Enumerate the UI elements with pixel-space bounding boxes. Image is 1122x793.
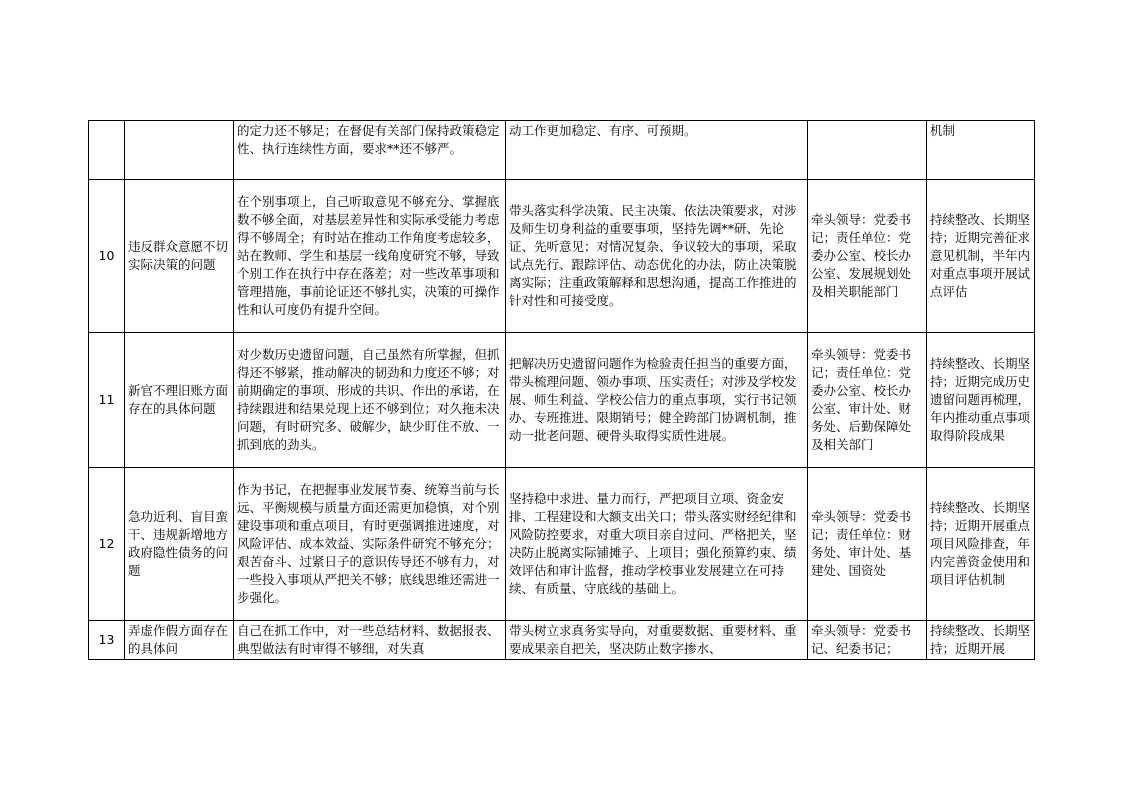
row-number: 13: [89, 621, 125, 660]
table-row: [89, 333, 1035, 468]
row-number: 12: [89, 468, 125, 621]
issue-cell: [125, 121, 234, 180]
issue-cell: 弄虚作假方面存在的具体问: [125, 621, 234, 660]
measure-cell: 把解决历史遗留问题作为检验责任担当的重要方面，带头梳理问题、领办事项、压实责任；对涉及学校发展、师生利益、学校公信力的重点事项，实行书记领办、专班推进、限期销号；健全跨部门协调机制，推动一批老问题、硬骨头取得实质性进展。: [506, 333, 808, 468]
timeline-cell: 机制: [927, 121, 1035, 180]
responsible-cell: 牵头领导：党委书记；责任单位：党委办公室、校长办公室、审计处、财务处、后勤保障处及相关部门: [808, 333, 927, 468]
issue-cell: 新官不理旧账方面存在的具体问题: [125, 333, 234, 468]
row-number: [89, 121, 125, 180]
responsible-cell: 牵头领导：党委书记、纪委书记；: [808, 621, 927, 660]
row-number: 11: [89, 333, 125, 468]
timeline-cell: 持续整改、长期坚持；近期完成历史遗留问题再梳理，年内推动重点事项取得阶段成果: [927, 333, 1035, 468]
table-row: [89, 180, 1035, 333]
responsible-cell: 牵头领导：党委书记；责任单位：财务处、审计处、基建处、国资处: [808, 468, 927, 621]
measure-cell: 坚持稳中求进、量力而行，严把项目立项、资金安排、工程建设和大额支出关口；带头落实财经纪律和风险防控要求，对重大项目亲自过问、严格把关，坚决防止脱离实际铺摊子、上项目；强化预算约束、绩效评估和审计监督，推动学校事业发展建立在可持续、有质量、守底线的基础上。: [506, 468, 808, 621]
table-row: [89, 621, 1035, 660]
responsible-cell: 牵头领导：党委书记；责任单位：党委办公室、校长办公室、发展规划处及相关职能部门: [808, 180, 927, 333]
problem-cell: 对少数历史遗留问题，自己虽然有所掌握，但抓得还不够紧，推动解决的韧劲和力度还不够；对前期确定的事项、形成的共识、作出的承诺，在持续跟进和结果兑现上还不够到位；对久拖未决问题，有时研究多、破解少，缺少盯住不放、一抓到底的劲头。: [234, 333, 506, 468]
measure-cell: 带头落实科学决策、民主决策、依法决策要求，对涉及师生切身利益的重要事项，坚持先调**研、先论证、先听意见；对情况复杂、争议较大的事项，采取试点先行、跟踪评估、动态优化的办法，防止决策脱离实际；注重政策解释和思想沟通，提高工作推进的针对性和可接受度。: [506, 180, 808, 333]
problem-cell: 在个别事项上，自己听取意见不够充分、掌握底数不够全面，对基层差异性和实际承受能力考虑得不够周全；有时站在推动工作角度考虑较多，站在教师、学生和基层一线角度研究不够，导致个别工作在执行中存在落差；对一些改革事项和管理措施，事前论证还不够扎实，决策的可操作性和认可度仍有提升空间。: [234, 180, 506, 333]
table-row: [89, 121, 1035, 180]
timeline-cell: 持续整改、长期坚持；近期开展重点项目风险排查，年内完善资金使用和项目评估机制: [927, 468, 1035, 621]
problem-cell: 自己在抓工作中，对一些总结材料、数据报表、典型做法有时审得不够细，对失真: [234, 621, 506, 660]
row-number: 10: [89, 180, 125, 333]
timeline-cell: 持续整改、长期坚持；近期完善征求意见机制，半年内对重点事项开展试点评估: [927, 180, 1035, 333]
issue-cell: 违反群众意愿不切实际决策的问题: [125, 180, 234, 333]
rectification-table: [88, 120, 1035, 660]
measure-cell: 动工作更加稳定、有序、可预期。: [506, 121, 808, 180]
problem-cell: 作为书记，在把握事业发展节奏、统筹当前与长远、平衡规模与质量方面还需更加稳慎，对个别建设事项和重点项目，有时更强调推进速度，对风险评估、成本效益、实际条件研究不够充分；艰苦奋斗、过紧日子的意识传导还不够有力，对一些投入事项从严把关不够；底线思维还需进一步强化。: [234, 468, 506, 621]
table-row: [89, 468, 1035, 621]
responsible-cell: [808, 121, 927, 180]
issue-cell: 急功近利、盲目蛮干、违规新增地方政府隐性债务的问题: [125, 468, 234, 621]
measure-cell: 带头树立求真务实导向，对重要数据、重要材料、重要成果亲自把关，坚决防止数字掺水、: [506, 621, 808, 660]
timeline-cell: 持续整改、长期坚持；近期开展: [927, 621, 1035, 660]
problem-cell: 的定力还不够足；在督促有关部门保持政策稳定性、执行连续性方面，要求**还不够严。: [234, 121, 506, 180]
